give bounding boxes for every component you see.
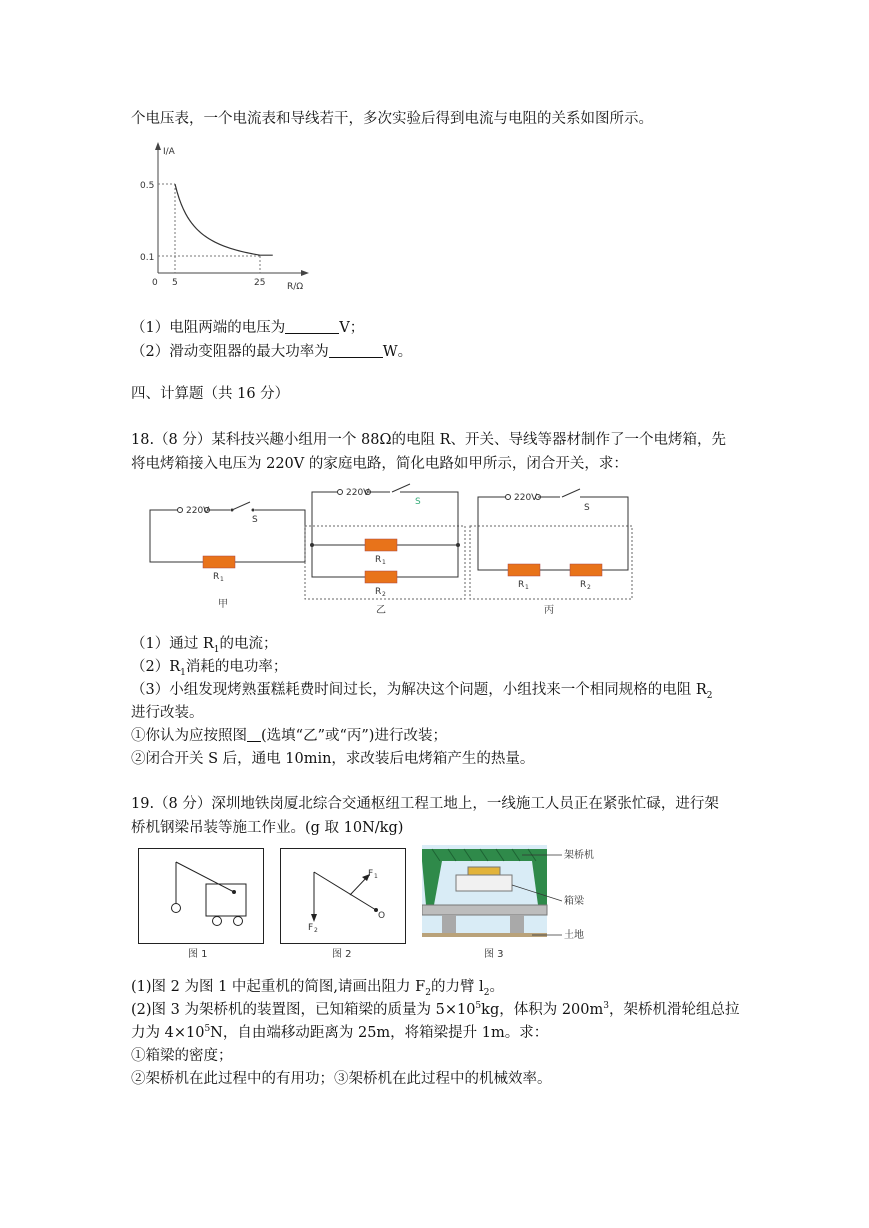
svg-text:F: F	[308, 923, 314, 933]
q18-part3-i: ①你认为应按照图 (选填“乙”或“丙”)进行改装；	[131, 728, 447, 744]
current-resistance-graph	[130, 138, 320, 298]
answer-blank-power[interactable]	[329, 343, 383, 358]
q18-part3-ii: ②闭合开关 S 后，通电 10min，求改装后电烤箱产生的热量。	[131, 751, 535, 767]
svg-text:220V: 220V	[346, 488, 370, 498]
label-bing: 丙	[544, 605, 554, 616]
circuit-diagrams	[140, 482, 640, 617]
figure-1-crane	[138, 848, 264, 958]
svg-text:S: S	[252, 515, 258, 525]
answer-blank-voltage[interactable]	[285, 319, 339, 334]
q18-part3-line1: （3）小组发现烤熟蛋糕耗费时间过长，为解决这个问题，小组找来一个相同规格的电阻 $R_2$	[131, 682, 713, 701]
q19-part2-ii: ②架桥机在此过程中的有用功；③架桥机在此过程中的机械效率。	[131, 1071, 552, 1087]
svg-text:2: 2	[314, 927, 318, 934]
y-tick-0-5: 0.5	[140, 181, 155, 191]
q18-stem-line1: 18.（8 分）某科技兴趣小组用一个 88Ω的电阻 R、开关、导线等器材制作了一个电烤箱，先	[131, 432, 726, 448]
q17-part2-prefix: （2）滑动变阻器的最大功率为	[131, 344, 329, 360]
y-axis-arrow	[155, 142, 161, 150]
svg-text:O: O	[378, 911, 386, 921]
svg-text:F: F	[368, 869, 374, 879]
q18-stem-line2: 将电烤箱接入电压为 220V 的家庭电路，简化电路如甲所示，闭合开关，求：	[131, 456, 628, 472]
figure-2-caption: 图 2	[332, 949, 352, 958]
resistor-r2-yi	[365, 571, 397, 583]
q19-stem-line2: 桥机钢梁吊装等施工作业。(g 取 10N/kg)	[131, 820, 404, 836]
svg-text:R: R	[375, 587, 382, 597]
circuit-bing	[470, 489, 632, 616]
section-title: 四、计算题（共 16 分）	[131, 386, 290, 402]
q17-part2	[131, 340, 412, 361]
label-box-girder: 箱梁	[564, 896, 584, 907]
current-resistance-curve	[175, 184, 273, 255]
q19-part2-line1: (2)图 3 为架桥机的装置图，已知箱梁的质量为 $5\times 10^5kg$，体积为 $200m^3$，架桥机滑轮组总拉	[131, 1001, 740, 1018]
q19-part1: (1)图 2 为图 1 中起重机的简图,请画出阻力 $F_2$的力臂 $l_2$。	[131, 979, 504, 998]
q19-part2-i: ①箱梁的密度；	[131, 1048, 233, 1064]
y-axis-label: I/A	[163, 147, 175, 157]
q19-stem-line1: 19.（8 分）深圳地铁岗厦北综合交通枢纽工程工地上，一线施工人员正在紧张忙碌，进行架	[131, 796, 719, 812]
svg-text:R: R	[375, 555, 382, 565]
svg-text:1: 1	[525, 584, 529, 591]
q17-part1-prefix: （1）电阻两端的电压为	[131, 320, 286, 336]
circuit-jia	[150, 502, 305, 610]
circuit-yi	[305, 484, 465, 616]
intro-text: 个电压表，一个电流表和导线若干，多次实验后得到电流与电阻的关系如图所示。	[131, 111, 653, 127]
q17-part2-suffix: W。	[382, 344, 413, 360]
x-tick-25: 25	[254, 278, 266, 288]
q18-part3-line2: 进行改装。	[131, 705, 204, 721]
label-bridge-crane: 架桥机	[564, 850, 594, 861]
svg-text:S: S	[415, 497, 421, 507]
figure-1-caption: 图 1	[188, 949, 208, 958]
svg-text:1: 1	[220, 576, 224, 583]
x-axis-label: R/Ω	[287, 282, 304, 292]
resistor-r2-bing	[570, 564, 602, 576]
resistor-r1-bing	[508, 564, 540, 576]
q19-part2-line2: 力为 $4\times 10^5N$，自由端移动距离为 25m，将箱梁提升 1m。求：	[131, 1024, 549, 1041]
svg-text:S: S	[584, 503, 590, 513]
answer-blank-figure-choice[interactable]	[247, 727, 261, 742]
svg-text:2: 2	[587, 584, 591, 591]
label-yi: 乙	[376, 605, 386, 616]
svg-text:1: 1	[382, 559, 386, 566]
figure-3-bridge-crane	[422, 845, 602, 961]
x-axis-arrow	[301, 270, 309, 276]
y-tick-0-1: 0.1	[140, 253, 155, 263]
label-jia: 甲	[218, 599, 228, 610]
x-tick-5: 5	[172, 278, 178, 288]
figure-2-lever	[280, 848, 406, 958]
svg-text:R: R	[213, 572, 220, 582]
svg-text:220V: 220V	[514, 493, 538, 503]
q17-part1-suffix: V；	[339, 320, 365, 336]
resistor-r1-jia	[203, 556, 235, 568]
q18-part1: （1）通过 $R_1$的电流；	[131, 636, 278, 655]
resistor-r1-yi	[365, 539, 397, 551]
svg-text:2: 2	[382, 591, 386, 598]
svg-text:1: 1	[374, 873, 378, 880]
svg-text:220V: 220V	[186, 506, 210, 516]
figure-3-caption: 图 3	[484, 949, 504, 960]
label-ground: 土地	[564, 930, 584, 941]
svg-text:R: R	[518, 580, 525, 590]
origin-label: 0	[152, 278, 158, 288]
q18-part2: $(2)R_1$消耗的电功率；	[131, 659, 288, 678]
svg-text:R: R	[580, 580, 587, 590]
q17-part1	[131, 316, 364, 337]
